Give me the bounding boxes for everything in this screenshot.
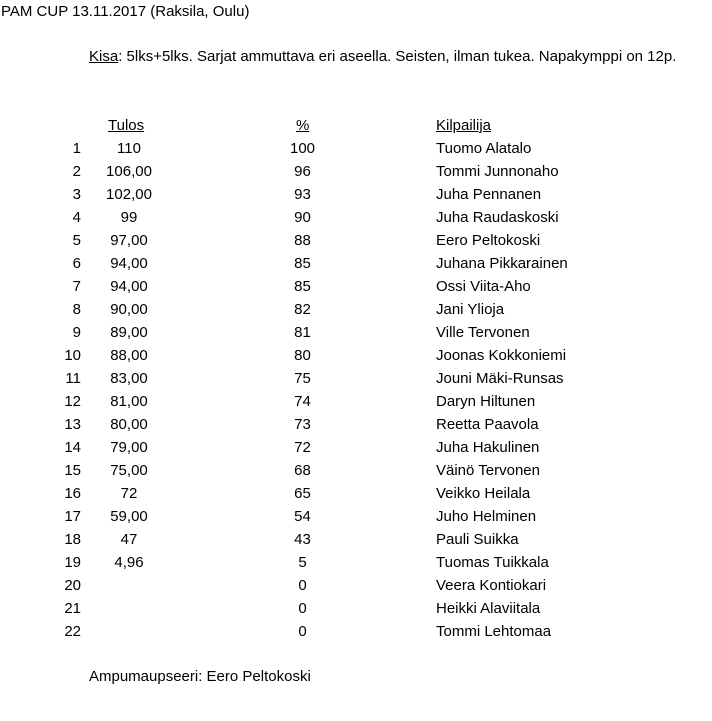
tulos-cell: 110: [117, 140, 141, 157]
rank-cell: 13: [64, 416, 81, 433]
competitor-name: Tuomo Alatalo: [436, 140, 532, 157]
table-row: [0, 301, 712, 324]
percent-cell: 73: [294, 416, 311, 433]
kisa-label: Kisa: [89, 48, 119, 65]
percent-cell: 93: [294, 186, 311, 203]
table-row: [0, 439, 712, 462]
competitor-name: Tuomas Tuikkala: [436, 554, 549, 571]
rank-cell: 18: [64, 531, 81, 548]
rank-cell: 19: [64, 554, 81, 571]
tulos-cell: 106,00: [106, 163, 152, 180]
percent-cell: 0: [298, 600, 307, 617]
percent-cell: 100: [289, 140, 316, 157]
tulos-cell: 88,00: [110, 347, 148, 364]
competitor-name: Tommi Lehtomaa: [436, 623, 552, 640]
table-row: [0, 232, 712, 255]
table-row: [0, 600, 712, 623]
rank-cell: 10: [64, 347, 81, 364]
percent-cell: 82: [294, 301, 311, 318]
competitor-name: Juhana Pikkarainen: [436, 255, 568, 272]
table-row: [0, 140, 712, 163]
header-kilpailija: Kilpailija: [436, 117, 492, 134]
range-officer: Ampumaupseeri: Eero Peltokoski: [89, 668, 311, 685]
rank-cell: 22: [64, 623, 81, 640]
percent-cell: 65: [294, 485, 311, 502]
competitor-name: Juho Helminen: [436, 508, 537, 525]
competitor-name: Tommi Junnonaho: [436, 163, 559, 180]
rank-cell: 20: [64, 577, 81, 594]
tulos-cell: 80,00: [110, 416, 148, 433]
rank-cell: 17: [64, 508, 81, 525]
competitor-name: Reetta Paavola: [436, 416, 539, 433]
competitor-name: Joonas Kokkoniemi: [436, 347, 567, 364]
rank-cell: 21: [64, 600, 81, 617]
rank-cell: 5: [72, 232, 81, 249]
competitor-name: Veera Kontiokari: [436, 577, 547, 594]
tulos-cell: 47: [120, 531, 138, 548]
tulos-cell: 97,00: [110, 232, 148, 249]
percent-cell: 75: [294, 370, 311, 387]
rank-cell: 7: [72, 278, 81, 295]
competitor-name: Daryn Hiltunen: [436, 393, 536, 410]
tulos-cell: 99: [120, 209, 138, 226]
percent-cell: 68: [294, 462, 311, 479]
table-row: [0, 186, 712, 209]
table-row: [0, 255, 712, 278]
tulos-cell: 89,00: [110, 324, 148, 341]
table-row: [0, 508, 712, 531]
percent-cell: 43: [294, 531, 311, 548]
rank-cell: 15: [64, 462, 81, 479]
percent-cell: 0: [298, 623, 307, 640]
table-row: [0, 209, 712, 232]
rank-cell: 12: [64, 393, 81, 410]
competitor-name: Ville Tervonen: [436, 324, 530, 341]
percent-cell: 96: [294, 163, 311, 180]
rank-cell: 8: [72, 301, 81, 318]
tulos-cell: 102,00: [106, 186, 152, 203]
tulos-cell: 75,00: [110, 462, 148, 479]
table-row: [0, 577, 712, 600]
rank-cell: 4: [72, 209, 81, 226]
table-row: [0, 370, 712, 393]
percent-cell: 5: [298, 554, 307, 571]
competitor-name: Väinö Tervonen: [436, 462, 540, 479]
competitor-name: Heikki Alaviitala: [436, 600, 541, 617]
table-row: [0, 554, 712, 577]
competitor-name: Pauli Suikka: [436, 531, 519, 548]
table-row: [0, 163, 712, 186]
percent-cell: 85: [294, 278, 311, 295]
table-row: [0, 531, 712, 554]
percent-cell: 54: [294, 508, 311, 525]
table-row: [0, 393, 712, 416]
competitor-name: Veikko Heilala: [436, 485, 531, 502]
rank-cell: 1: [72, 140, 81, 157]
rank-cell: 14: [64, 439, 81, 456]
page-title: PAM CUP 13.11.2017 (Raksila, Oulu): [1, 3, 250, 20]
header-percent: %: [296, 117, 310, 134]
competitor-name: Jani Ylioja: [436, 301, 505, 318]
competitor-name: Eero Peltokoski: [436, 232, 541, 249]
competitor-name: Juha Hakulinen: [436, 439, 540, 456]
percent-cell: 72: [294, 439, 311, 456]
tulos-cell: 59,00: [110, 508, 148, 525]
percent-cell: 80: [294, 347, 311, 364]
percent-cell: 81: [294, 324, 311, 341]
tulos-cell: 4,96: [114, 554, 144, 571]
tulos-cell: 83,00: [110, 370, 148, 387]
competitor-name: Juha Pennanen: [436, 186, 542, 203]
rank-cell: 11: [65, 370, 81, 387]
table-row: [0, 485, 712, 508]
table-row: [0, 347, 712, 370]
kisa-text: : 5lks+5lks. Sarjat ammuttava eri aseella. Seisten, ilman tukea. Napakymppi on 12p.: [118, 48, 677, 65]
tulos-cell: 94,00: [110, 278, 148, 295]
table-row: [0, 278, 712, 301]
rank-cell: 3: [72, 186, 81, 203]
header-tulos: Tulos: [108, 117, 145, 134]
tulos-cell: 72: [120, 485, 138, 502]
rank-cell: 2: [72, 163, 81, 180]
table-row: [0, 416, 712, 439]
table-row: [0, 324, 712, 347]
tulos-cell: 81,00: [110, 393, 148, 410]
percent-cell: 74: [294, 393, 311, 410]
rank-cell: 6: [72, 255, 81, 272]
table-row: [0, 623, 712, 646]
competitor-name: Ossi Viita-Aho: [436, 278, 531, 295]
competitor-name: Juha Raudaskoski: [436, 209, 559, 226]
tulos-cell: 94,00: [110, 255, 148, 272]
table-row: [0, 462, 712, 485]
percent-cell: 88: [294, 232, 311, 249]
rank-cell: 9: [72, 324, 81, 341]
competitor-name: Jouni Mäki-Runsas: [436, 370, 564, 387]
percent-cell: 90: [294, 209, 311, 226]
tulos-cell: 79,00: [110, 439, 148, 456]
competition-description: [89, 48, 676, 66]
tulos-cell: 90,00: [110, 301, 148, 318]
percent-cell: 0: [298, 577, 307, 594]
rank-cell: 16: [64, 485, 81, 502]
percent-cell: 85: [294, 255, 311, 272]
results-table: [0, 140, 712, 646]
